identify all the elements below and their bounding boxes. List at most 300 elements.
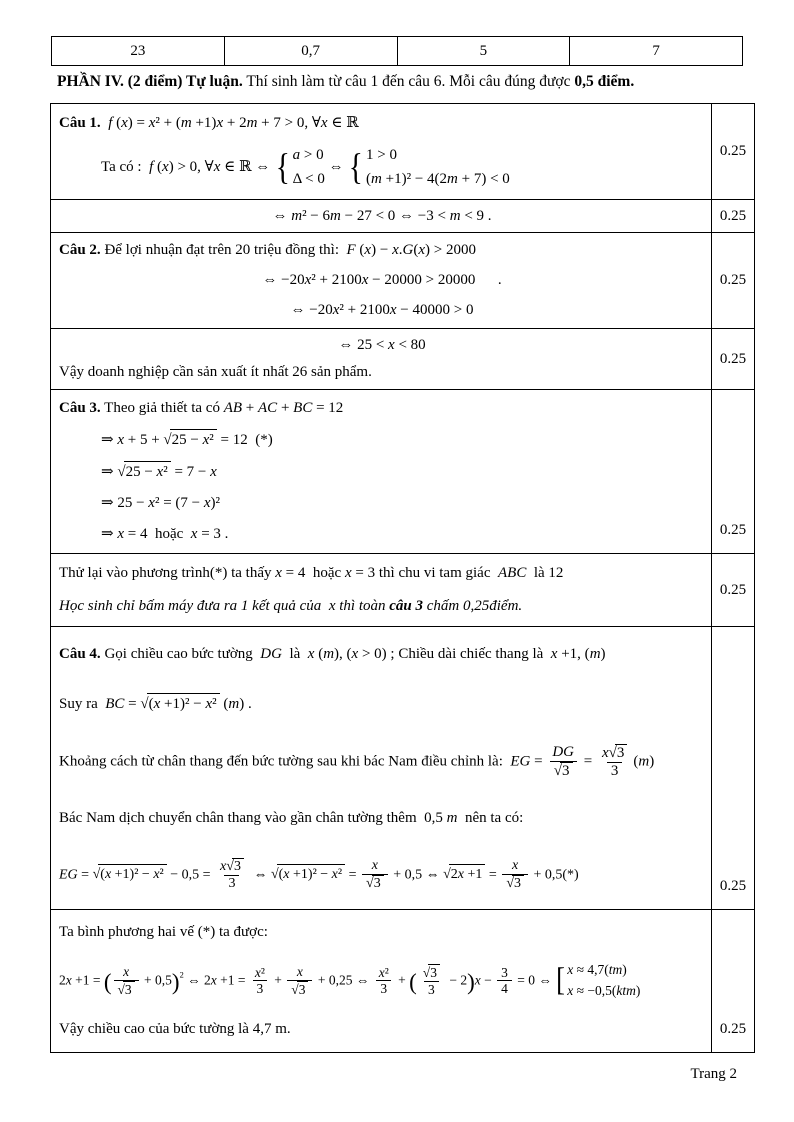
radicand bbox=[124, 461, 171, 483]
math-text bbox=[275, 565, 305, 581]
formula-line bbox=[59, 493, 705, 514]
fraction bbox=[216, 858, 248, 892]
formula-line bbox=[59, 270, 705, 291]
formula-line bbox=[59, 113, 705, 134]
formula-line bbox=[59, 524, 705, 545]
score-cell bbox=[712, 200, 754, 232]
math-text bbox=[279, 867, 342, 882]
math-text: Suy ra bbox=[59, 696, 106, 713]
math-variable: EG bbox=[510, 753, 531, 770]
math-text: − 40000 > 0 bbox=[396, 301, 474, 318]
math-text: Câu 2. bbox=[59, 242, 101, 259]
math-text: là bbox=[285, 646, 305, 663]
math-text: ⇒ bbox=[101, 432, 118, 448]
math-variable: m bbox=[180, 114, 192, 131]
math-text: hoặc bbox=[305, 565, 345, 581]
math-variable: G bbox=[402, 242, 414, 259]
math-text bbox=[379, 965, 389, 980]
math-text bbox=[430, 965, 437, 980]
radicand bbox=[123, 981, 135, 998]
math-variable: x bbox=[351, 646, 359, 663]
fraction-numerator bbox=[548, 744, 578, 761]
math-variable: x bbox=[364, 242, 372, 259]
solution-row bbox=[51, 200, 754, 233]
math-variable: x bbox=[148, 114, 156, 131]
math-variable: x bbox=[392, 242, 399, 259]
math-variable: m bbox=[589, 646, 601, 663]
math-text: . bbox=[398, 242, 403, 259]
math-text: = 3 . bbox=[197, 526, 229, 542]
math-text bbox=[271, 972, 285, 987]
radicand bbox=[147, 693, 220, 715]
math-variable: x bbox=[512, 857, 519, 873]
math-variable: BC bbox=[105, 696, 125, 713]
formula-line bbox=[59, 240, 705, 261]
fraction bbox=[287, 964, 312, 997]
math-text: . bbox=[475, 271, 502, 288]
math-variable: ktm bbox=[616, 983, 636, 999]
math-variable: m bbox=[446, 810, 458, 827]
solution-cell-cau1b bbox=[51, 200, 712, 232]
math-text bbox=[562, 763, 570, 779]
score-value: 0.25 bbox=[719, 522, 747, 538]
radicand bbox=[449, 864, 486, 885]
big-paren: ( bbox=[103, 969, 112, 995]
math-text: chấm 0,25điểm. bbox=[423, 598, 523, 614]
math-text: ( bbox=[148, 696, 154, 713]
math-variable: x bbox=[117, 432, 124, 448]
math-text bbox=[101, 495, 220, 511]
score-cell bbox=[712, 233, 754, 328]
formula-line bbox=[59, 563, 705, 584]
math-text: > 0 bbox=[300, 147, 324, 164]
math-text bbox=[108, 115, 358, 131]
square-root bbox=[117, 464, 170, 480]
formula-line bbox=[59, 693, 705, 715]
math-variable: x bbox=[601, 744, 609, 761]
math-text: = 0 ⇔ bbox=[513, 972, 556, 988]
radical-sign-icon: √ bbox=[92, 866, 101, 882]
fraction bbox=[362, 858, 388, 892]
math-text: − 27 < 0 ⇔ −3 < bbox=[340, 207, 450, 224]
square-root bbox=[291, 982, 308, 997]
answer-grid-cell: 7 bbox=[652, 42, 660, 59]
math-variable: x bbox=[328, 598, 336, 614]
solution-cell-cau2a bbox=[51, 233, 712, 328]
page-footer: Trang 2 bbox=[690, 1066, 737, 1082]
formula-line bbox=[59, 858, 705, 892]
math-variable: x bbox=[117, 526, 124, 542]
math-text: ( bbox=[355, 242, 365, 259]
math-variable: x bbox=[205, 696, 213, 713]
square-root bbox=[423, 965, 440, 980]
section-heading bbox=[57, 73, 757, 91]
fraction-numerator bbox=[216, 858, 248, 875]
math-text bbox=[171, 464, 217, 480]
math-variable: x bbox=[550, 646, 558, 663]
solution-table bbox=[50, 103, 755, 1053]
math-text bbox=[428, 982, 435, 997]
solution-row bbox=[51, 910, 754, 1052]
math-text: ² bbox=[260, 964, 265, 980]
solution-cell-cau3a bbox=[51, 390, 712, 553]
math-variable: x bbox=[123, 964, 130, 980]
math-text: ² + 2100 bbox=[311, 271, 362, 288]
radical-sign-icon: √ bbox=[291, 981, 299, 997]
math-text: Câu 3. bbox=[59, 400, 101, 416]
cases-brace-icon: { bbox=[275, 146, 290, 188]
math-text bbox=[101, 464, 117, 480]
math-text: 3 bbox=[124, 981, 132, 997]
section-title: PHẦN IV. (2 điểm) Tự luận. bbox=[57, 73, 243, 90]
square-root bbox=[443, 867, 485, 882]
fraction bbox=[114, 964, 139, 997]
math-text: +1 bbox=[464, 866, 483, 882]
square-root bbox=[506, 876, 524, 891]
math-text bbox=[141, 972, 172, 987]
fraction-numerator bbox=[419, 964, 444, 981]
math-text: 3 bbox=[610, 762, 619, 779]
math-text: > 0) bbox=[358, 646, 387, 663]
math-text: )² bbox=[210, 495, 221, 511]
math-text: = bbox=[124, 696, 141, 713]
math-text bbox=[547, 646, 605, 662]
radicand bbox=[297, 981, 309, 998]
math-text: 3 bbox=[616, 744, 625, 761]
math-text: = bbox=[345, 866, 360, 882]
math-text bbox=[390, 867, 443, 882]
math-variable: x bbox=[210, 464, 217, 480]
math-text: ( bbox=[153, 159, 163, 176]
math-variable: x bbox=[320, 114, 328, 131]
radical-sign-icon: √ bbox=[140, 696, 149, 713]
solution-row bbox=[51, 627, 754, 910]
math-variable: x bbox=[296, 964, 303, 980]
math-text bbox=[530, 867, 579, 882]
math-variable: m bbox=[371, 171, 382, 188]
math-text: Δ < 0 bbox=[292, 171, 325, 188]
formula-line bbox=[59, 1019, 705, 1040]
math-text: ² + ( bbox=[155, 114, 181, 131]
math-text: ≈ 4,7( bbox=[573, 961, 609, 977]
math-text: 20 bbox=[235, 242, 251, 259]
math-variable: x bbox=[65, 972, 72, 988]
math-text bbox=[250, 867, 271, 882]
fraction-numerator bbox=[251, 965, 269, 981]
math-text bbox=[347, 242, 476, 258]
math-text: Bác Nam dịch chuyển chân thang vào gần chân tường thêm bbox=[59, 810, 425, 827]
math-text bbox=[380, 981, 387, 996]
math-text: +1)² − bbox=[289, 866, 332, 882]
solution-row bbox=[51, 104, 754, 200]
math-text: 3 bbox=[562, 762, 570, 779]
math-variable: x bbox=[457, 866, 464, 882]
solution-cell-cau1a bbox=[51, 104, 712, 199]
formula-line bbox=[59, 335, 705, 356]
fraction-denominator bbox=[497, 980, 512, 997]
math-text bbox=[293, 147, 324, 163]
math-text: ⇔ 25 < bbox=[338, 337, 389, 353]
cases-brace-icon: [ bbox=[556, 962, 566, 999]
fraction bbox=[598, 744, 631, 781]
math-text: 3 bbox=[501, 964, 508, 980]
math-text bbox=[220, 696, 252, 712]
math-text: ) bbox=[600, 646, 606, 663]
math-text bbox=[235, 242, 250, 258]
math-text: ( bbox=[278, 866, 284, 882]
math-variable: x bbox=[567, 983, 574, 999]
solution-cell-cau4a bbox=[51, 627, 712, 909]
math-text: + 7) < 0 bbox=[457, 171, 510, 188]
math-variable: DG bbox=[260, 646, 282, 663]
solution-cell-cau2b bbox=[51, 329, 712, 389]
math-text bbox=[514, 972, 555, 987]
math-text: 3 bbox=[233, 858, 241, 874]
math-text: Theo giả thiết ta có bbox=[100, 400, 224, 416]
math-variable: x bbox=[203, 495, 211, 511]
math-variable: x bbox=[361, 271, 369, 288]
cases-group bbox=[274, 145, 325, 190]
math-text: 3 bbox=[228, 875, 236, 891]
math-text bbox=[345, 565, 375, 581]
math-text: hoặc bbox=[154, 526, 188, 542]
math-variable: EG bbox=[59, 866, 78, 882]
formula-line bbox=[59, 145, 705, 190]
big-paren: ) bbox=[467, 969, 475, 995]
math-text: + 0,5(*) bbox=[530, 866, 579, 882]
math-variable: x bbox=[332, 301, 340, 318]
formula-line bbox=[59, 398, 705, 419]
math-text: + bbox=[242, 400, 259, 416]
math-text bbox=[272, 208, 491, 224]
math-text bbox=[123, 964, 129, 979]
math-text bbox=[345, 867, 360, 882]
answer-grid-cell: 0,7 bbox=[225, 37, 398, 65]
math-text bbox=[257, 646, 286, 662]
math-text: là 12 bbox=[526, 565, 564, 581]
math-variable: x bbox=[104, 866, 112, 882]
fraction-denominator bbox=[362, 874, 388, 892]
fraction-numerator bbox=[375, 965, 393, 981]
math-text bbox=[325, 159, 348, 175]
math-text bbox=[514, 876, 521, 891]
math-text: = 12 bbox=[312, 400, 344, 416]
math-text: ( bbox=[633, 753, 639, 770]
square-root bbox=[163, 432, 216, 448]
math-text: câu 3 bbox=[389, 598, 423, 614]
math-text: +1 = bbox=[216, 972, 249, 988]
score-value: 0.25 bbox=[719, 272, 747, 288]
math-text: Vậy chiều cao của bức tường là 4,7 m. bbox=[59, 1021, 291, 1038]
math-text: ² bbox=[337, 866, 343, 882]
math-text: (*) bbox=[209, 565, 228, 581]
score-value: 0.25 bbox=[719, 143, 747, 159]
cases-group bbox=[555, 961, 640, 1002]
math-text: = bbox=[77, 866, 93, 882]
score-cell bbox=[712, 329, 754, 389]
formula-line bbox=[59, 429, 705, 451]
radical-sign-icon: √ bbox=[608, 744, 617, 761]
math-text: ² = (7 − bbox=[154, 495, 204, 511]
math-text: ∈ ℝ bbox=[327, 114, 359, 131]
radicand bbox=[560, 762, 573, 780]
math-text: = 7 − bbox=[170, 464, 211, 480]
score-value: 0.25 bbox=[719, 581, 747, 598]
math-text: ) bbox=[635, 983, 641, 999]
math-text bbox=[395, 972, 409, 987]
math-text: ) = bbox=[127, 114, 149, 131]
answer-grid-cell: 5 bbox=[398, 37, 571, 65]
score-cell bbox=[712, 554, 754, 626]
cases-row bbox=[293, 169, 325, 190]
math-variable: x bbox=[254, 964, 261, 980]
cases-row bbox=[293, 145, 325, 166]
math-text bbox=[501, 981, 508, 996]
math-variable: x bbox=[388, 337, 395, 353]
solution-row bbox=[51, 554, 754, 627]
math-variable: x bbox=[304, 271, 312, 288]
formula-line bbox=[59, 596, 705, 617]
math-variable: x bbox=[418, 242, 425, 259]
formula-line bbox=[59, 744, 705, 781]
fraction bbox=[375, 965, 393, 997]
answer-grid-cell: 23 bbox=[52, 37, 225, 65]
math-text bbox=[366, 171, 510, 187]
math-variable: x bbox=[153, 866, 160, 882]
math-text bbox=[101, 526, 155, 542]
math-text: +1)² − bbox=[160, 696, 206, 713]
math-text: = 4 bbox=[281, 565, 306, 581]
math-text bbox=[297, 964, 303, 979]
math-text: − bbox=[480, 972, 496, 988]
math-text: ⇔ bbox=[249, 866, 271, 882]
math-variable: a bbox=[292, 147, 301, 164]
formula-line bbox=[59, 808, 705, 829]
math-text: 3 bbox=[430, 965, 437, 981]
math-text bbox=[485, 867, 500, 882]
math-text bbox=[149, 159, 274, 175]
fraction bbox=[502, 858, 528, 892]
math-text: 4 bbox=[501, 981, 508, 997]
math-text: < 80 bbox=[394, 337, 426, 353]
math-text bbox=[314, 972, 372, 987]
math-text bbox=[446, 972, 467, 987]
math-variable: x bbox=[371, 857, 378, 873]
math-text: 3 bbox=[298, 981, 306, 997]
math-text bbox=[262, 272, 475, 288]
math-text bbox=[580, 753, 596, 769]
math-text bbox=[187, 526, 228, 542]
radicand bbox=[372, 875, 384, 892]
square-root bbox=[118, 982, 135, 997]
math-variable: BC bbox=[293, 400, 313, 416]
math-text: ) > 0, ∀ bbox=[168, 159, 214, 176]
math-text bbox=[501, 965, 508, 980]
math-variable: ABC bbox=[498, 565, 527, 581]
math-text bbox=[167, 867, 214, 882]
math-text: ; Chiều dài chiếc thang là bbox=[386, 646, 548, 663]
score-value: 0.25 bbox=[719, 1021, 747, 1037]
math-variable: f bbox=[149, 159, 154, 176]
math-text: 25 − bbox=[125, 464, 157, 480]
math-text: + 2 bbox=[223, 114, 247, 131]
math-variable: x bbox=[162, 159, 169, 176]
cases-rows bbox=[366, 145, 510, 190]
math-text: sản phẩm. bbox=[307, 364, 372, 380]
math-text: − 2 bbox=[445, 972, 468, 988]
fraction-denominator bbox=[607, 762, 623, 780]
math-variable: x bbox=[344, 565, 352, 581]
fraction bbox=[419, 964, 444, 997]
fraction-denominator bbox=[376, 980, 391, 997]
math-text: 2 bbox=[59, 972, 66, 988]
math-text: ² bbox=[163, 464, 168, 480]
math-text bbox=[257, 981, 264, 996]
fraction-denominator bbox=[502, 874, 528, 892]
math-text bbox=[210, 565, 228, 581]
radical-sign-icon: √ bbox=[163, 432, 172, 448]
radicand bbox=[512, 875, 524, 892]
math-text: ² − 6 bbox=[302, 207, 331, 224]
math-variable: x bbox=[331, 866, 338, 882]
superscript: 2 bbox=[179, 969, 184, 979]
score-cell bbox=[712, 627, 754, 909]
math-text bbox=[567, 962, 627, 977]
fraction-numerator bbox=[497, 965, 512, 981]
math-variable: x bbox=[307, 646, 315, 663]
math-text: ⇒ 25 − bbox=[101, 495, 149, 511]
solution-cell-cau3b bbox=[51, 554, 712, 626]
math-text: = bbox=[530, 753, 547, 770]
math-text: ) > 2000 bbox=[425, 242, 476, 259]
math-text: = 3 bbox=[351, 565, 376, 581]
math-text bbox=[424, 810, 457, 826]
math-text bbox=[101, 432, 163, 448]
square-root bbox=[140, 696, 219, 712]
math-variable: m bbox=[638, 753, 650, 770]
fraction-denominator bbox=[424, 981, 439, 998]
math-text: Thử lại vào phương trình bbox=[59, 565, 210, 581]
math-variable: m bbox=[330, 207, 341, 224]
radicand bbox=[428, 964, 440, 981]
solution-row bbox=[51, 329, 754, 390]
math-text: ≈ −0,5( bbox=[573, 983, 617, 999]
math-text bbox=[184, 972, 249, 987]
math-text bbox=[567, 983, 640, 998]
math-variable: AC bbox=[258, 400, 278, 416]
math-variable: DG bbox=[552, 743, 574, 760]
cases-row bbox=[366, 145, 510, 166]
math-text: + 0,5 ⇔ bbox=[389, 866, 444, 882]
math-text: +1) bbox=[191, 114, 217, 131]
math-text: = 12 (*) bbox=[216, 432, 273, 448]
math-text: thì toàn bbox=[339, 598, 390, 614]
math-variable: tm bbox=[608, 961, 623, 977]
square-root bbox=[554, 763, 573, 779]
square-root bbox=[609, 745, 628, 761]
formula-line bbox=[59, 206, 705, 227]
math-text bbox=[374, 876, 381, 891]
math-text: thì chu vi tam giác bbox=[375, 565, 498, 581]
fraction-denominator bbox=[287, 980, 312, 998]
math-text: 1 > 0 bbox=[366, 147, 397, 164]
math-text: ⇔ bbox=[324, 159, 348, 176]
math-text: ) − bbox=[371, 242, 393, 259]
math-text: ( bbox=[219, 696, 229, 713]
math-text bbox=[100, 867, 163, 882]
math-text: + 0,5 bbox=[140, 972, 172, 988]
fraction bbox=[497, 965, 512, 997]
